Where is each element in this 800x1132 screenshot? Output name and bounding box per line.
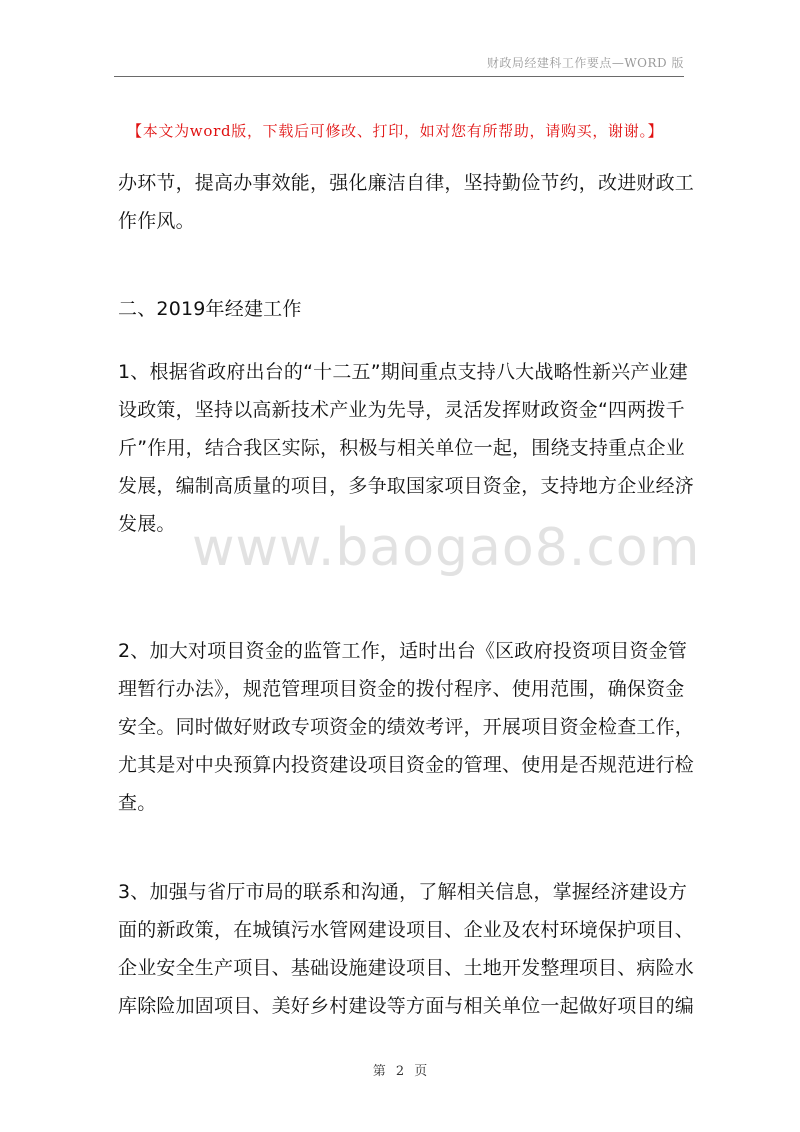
page-number: 2 [395, 1064, 405, 1079]
paragraph-item-3 [118, 873, 695, 1025]
paragraph-line: 安全。同时做好财政专项资金的绩效考评，开展项目资金检查工作， [118, 716, 695, 738]
paragraph-item-2 [118, 632, 695, 822]
paragraph-item-1 [118, 353, 695, 543]
paragraph-line: 2、加大对项目资金的监管工作，适时出台《区政府投资项目资金管 [118, 640, 688, 662]
header-divider [114, 76, 684, 77]
section-heading-text: 二、2019年经建工作 [118, 298, 302, 320]
paragraph-work-style [118, 164, 695, 240]
paragraph-line: 发展。 [118, 513, 176, 535]
page-prefix: 第 [372, 1064, 386, 1079]
paragraph-line: 设政策，坚持以高新技术产业为先导，灵活发挥财政资金“四两拨千 [118, 399, 685, 421]
paragraph-line: 查。 [118, 792, 157, 814]
paragraph-line: 库除险加固项目、美好乡村建设等方面与相关单位一起做好项目的编 [118, 995, 695, 1017]
paragraph-line: 理暂行办法》，规范管理项目资金的拨付程序、使用范围，确保资金 [118, 678, 685, 700]
paragraph-line: 发展，编制高质量的项目，多争取国家项目资金，支持地方企业经济 [118, 475, 695, 497]
watermark-text: www.baogao8.com [192, 518, 701, 578]
paragraph-line: 斤”作用，结合我区实际，积极与相关单位一起，围绕支持重点企业 [118, 437, 685, 459]
paragraph-line: 3、加强与省厅市局的联系和沟通，了解相关信息，掌握经济建设方 [118, 881, 688, 903]
paragraph-line: 企业安全生产项目、基础设施建设项目、土地开发整理项目、病险水 [118, 957, 695, 979]
purchase-notice: 【本文为word版，下载后可修改、打印，如对您有所帮助，请购买，谢谢。】 [127, 122, 664, 140]
paragraph-line: 办环节，提高办事效能，强化廉洁自律，坚持勤俭节约，改进财政工 [118, 172, 695, 194]
paragraph-line: 尤其是对中央预算内投资建设项目资金的管理、使用是否规范进行检 [118, 754, 695, 776]
document-header-title: 财政局经建科工作要点—WORD 版 [486, 56, 684, 70]
paragraph-line: 面的新政策，在城镇污水管网建设项目、企业及农村环境保护项目、 [118, 919, 695, 941]
page-suffix: 页 [414, 1064, 428, 1079]
section-heading-2019 [118, 290, 690, 328]
paragraph-line: 1、根据省政府出台的“十二五”期间重点支持八大战略性新兴产业建 [118, 361, 688, 383]
page-footer [0, 1060, 800, 1079]
paragraph-line: 作作风。 [118, 210, 195, 232]
